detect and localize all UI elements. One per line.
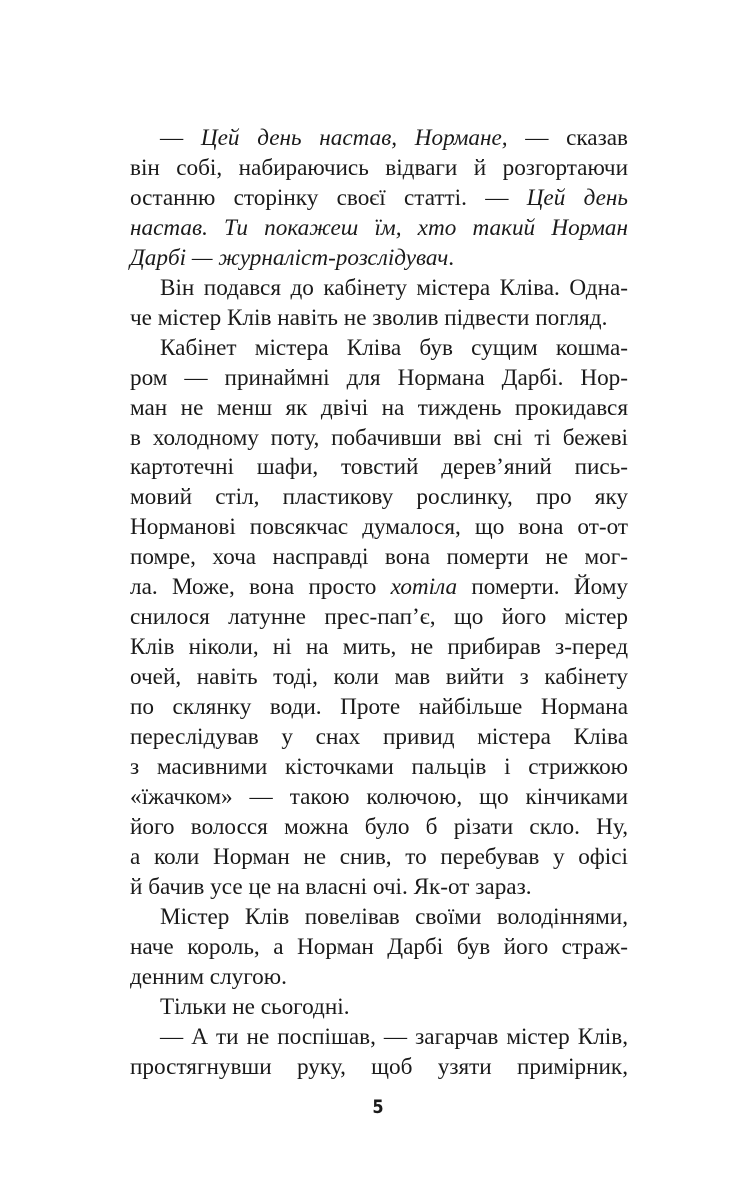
text-line (130, 963, 628, 993)
paragraph (130, 1023, 628, 1083)
text-run: його волосся можна було б різати скло. Ну, (130, 813, 628, 840)
text-line (130, 573, 628, 603)
italic-text: Цей день (526, 184, 628, 211)
text-line (130, 124, 628, 154)
paragraph (130, 334, 628, 903)
text-run: останню сторінку своєї статті. — (130, 184, 527, 211)
text-run: наче король, а Норман Дарбі був його страж- (130, 933, 628, 960)
italic-text: настав. Ти покажеш їм, хто такий Норман (130, 214, 628, 241)
text-line (130, 903, 628, 933)
italic-text: хотіла (390, 574, 458, 601)
text-run: Кабінет містера Кліва був сущим кошма- (160, 334, 628, 361)
text-run: «їжачком» — такою колючою, що кінчиками (130, 783, 628, 810)
text-run: мовий стіл, пластикову рослинку, про яку (130, 484, 628, 511)
text-run: че містер Клів навіть не зволив підвести погляд. (130, 304, 608, 331)
text-run: помре, хоча насправді вона померти не мог- (130, 544, 628, 571)
text-run: — сказав (507, 125, 628, 151)
text-run: ман не менш як двічі на тиждень прокидався (130, 394, 628, 421)
text-line (130, 364, 628, 394)
text-run: а коли Норман не снив, то перебував у офісі (130, 843, 628, 870)
text-line (130, 873, 628, 903)
text-line (130, 633, 628, 663)
text-line (130, 933, 628, 963)
text-line (130, 424, 628, 454)
text-line (130, 214, 628, 244)
text-run: в холодному поту, побачивши вві сні ті бежеві (130, 424, 628, 451)
text-run: простягнувши руку, щоб узяти примірник, (130, 1053, 628, 1080)
text-line (130, 783, 628, 813)
text-run: ром — принаймні для Нормана Дарбі. Нор- (130, 364, 628, 391)
text-line (130, 603, 628, 633)
book-page-body (130, 124, 628, 1083)
text-line (130, 723, 628, 753)
text-line (130, 304, 628, 334)
paragraph (130, 274, 628, 334)
text-line (130, 483, 628, 513)
text-run: картотечні шафи, товстий дерев’яний пись- (130, 454, 628, 481)
text-line (130, 753, 628, 783)
text-run: — (160, 125, 201, 151)
text-line (130, 274, 628, 304)
text-line (130, 184, 628, 214)
text-run: й бачив усе це на власні очі. Як-от зараз. (130, 873, 532, 900)
text-run: . (448, 244, 455, 271)
text-run: Норманові повсякчас думалося, що вона от-от (130, 514, 628, 541)
text-run: снилося латунне прес-пап’є, що його містер (130, 604, 628, 631)
text-line (130, 813, 628, 843)
text-line (130, 244, 628, 274)
text-run: з масивними кісточками пальців і стрижкою (130, 754, 628, 781)
text-line (130, 453, 628, 483)
text-run: по склянку води. Проте найбільше Нормана (130, 694, 628, 721)
text-line (130, 543, 628, 573)
text-run: — А ти не поспішав, — загарчав містер Клів, (160, 1023, 628, 1050)
text-line (130, 154, 628, 184)
text-line (130, 1023, 628, 1053)
page-number: 5 (372, 1096, 384, 1118)
paragraph (130, 124, 628, 274)
text-run: переслідував у снах привид містера Кліва (130, 724, 628, 751)
text-line (130, 1053, 628, 1083)
text-line (130, 693, 628, 723)
text-run: Містер Клів повелівав своїми володіннями, (160, 903, 628, 930)
text-run: денним слугою. (130, 963, 287, 990)
paragraph (130, 993, 628, 1023)
text-run: він собі, набираючись відваги й розгортаючи (130, 154, 628, 181)
text-line (130, 513, 628, 543)
text-line (130, 993, 628, 1023)
text-line (130, 843, 628, 873)
text-line (130, 334, 628, 364)
text-run: Тільки не сьогодні. (160, 993, 350, 1020)
text-run: Клів ніколи, ні на мить, не прибирав з-перед (130, 634, 628, 661)
text-line (130, 394, 628, 424)
text-run: очей, навіть тоді, коли мав вийти з кабінету (130, 664, 628, 691)
italic-text: Цей день настав, Нормане, (200, 125, 508, 151)
text-line (130, 663, 628, 693)
italic-text: Дарбі — журналіст-розслідувач (130, 244, 449, 271)
text-run: померти. Йому (457, 574, 628, 601)
text-run: Він подався до кабінету містера Кліва. Одна- (160, 274, 628, 301)
paragraph (130, 903, 628, 993)
text-run: ла. Може, вона просто (130, 574, 391, 601)
